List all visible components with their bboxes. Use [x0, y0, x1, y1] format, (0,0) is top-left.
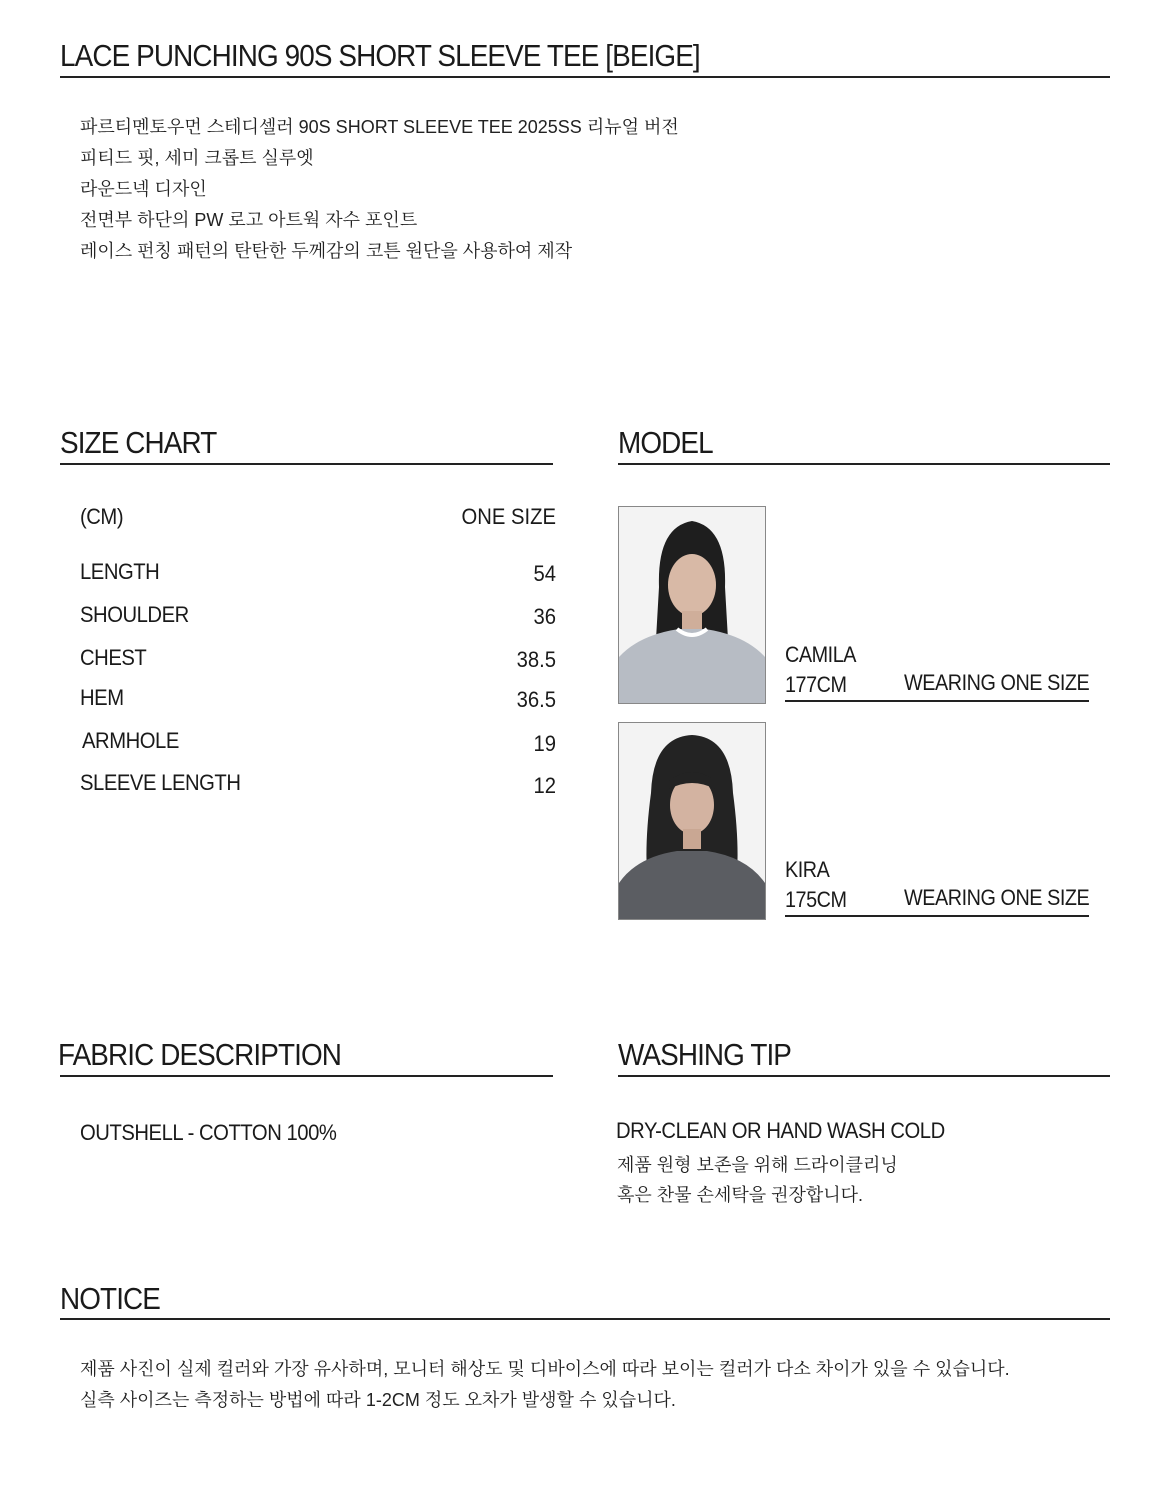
description-line: 피티드 핏, 세미 크롭트 실루엣	[80, 148, 314, 168]
size-row-label: LENGTH	[80, 559, 160, 584]
fabric-title: FABRIC DESCRIPTION	[58, 1037, 341, 1072]
description-line: 라운드넥 디자인	[80, 179, 207, 199]
description-line: 파르티멘토우먼 스테디셀러 90S SHORT SLEEVE TEE 2025SS 리뉴얼 버전	[80, 117, 679, 137]
size-row-value: 12	[533, 773, 556, 798]
size-row-label: SLEEVE LENGTH	[80, 770, 241, 795]
model-photo-kira	[618, 722, 766, 920]
size-row-value: 54	[533, 561, 556, 586]
size-row-label: HEM	[80, 685, 124, 710]
model-divider-line	[785, 700, 1089, 702]
model-wearing: WEARING ONE SIZE	[904, 670, 1090, 695]
model-title: MODEL	[618, 425, 713, 460]
washing-title: WASHING TIP	[618, 1037, 792, 1072]
model-height: 175CM	[785, 887, 847, 912]
product-title: LACE PUNCHING 90S SHORT SLEEVE TEE [BEIGE]	[60, 38, 700, 73]
title-divider	[60, 76, 1110, 78]
size-column-header: ONE SIZE	[461, 504, 556, 529]
washing-line: 제품 원형 보존을 위해 드라이클리닝	[617, 1155, 898, 1175]
notice-divider	[60, 1318, 1110, 1320]
notice-title: NOTICE	[60, 1281, 161, 1316]
size-row-value: 36	[533, 604, 556, 629]
size-row-value: 38.5	[516, 647, 556, 672]
description-line: 레이스 펀칭 패턴의 탄탄한 두께감의 코튼 원단을 사용하여 제작	[80, 241, 573, 261]
size-row-value: 19	[533, 731, 556, 756]
product-description	[80, 112, 679, 267]
fabric-divider	[60, 1075, 553, 1077]
model-name: KIRA	[785, 857, 830, 882]
size-chart-divider	[60, 463, 553, 465]
size-row-label: CHEST	[80, 645, 147, 670]
size-chart-title: SIZE CHART	[60, 425, 217, 460]
size-row-label: SHOULDER	[80, 602, 189, 627]
description-line: 전면부 하단의 PW 로고 아트웍 자수 포인트	[80, 210, 418, 230]
model-name: CAMILA	[785, 642, 857, 667]
size-unit: (CM)	[80, 504, 124, 529]
size-row-label: ARMHOLE	[82, 728, 179, 753]
notice-line: 제품 사진이 실제 컬러와 가장 유사하며, 모니터 해상도 및 디바이스에 따라 보이는 컬러가 다소 차이가 있을 수 있습니다.	[80, 1359, 1010, 1379]
model-divider-line	[785, 915, 1089, 917]
notice-line: 실측 사이즈는 측정하는 방법에 따라 1-2CM 정도 오차가 발생할 수 있습니다.	[80, 1390, 676, 1410]
model-wearing: WEARING ONE SIZE	[904, 885, 1090, 910]
model-divider	[618, 463, 1110, 465]
model-height: 177CM	[785, 672, 847, 697]
fabric-text: OUTSHELL - COTTON 100%	[80, 1120, 337, 1145]
washing-line: 혹은 찬물 손세탁을 권장합니다.	[617, 1185, 864, 1205]
model-photo-camila	[618, 506, 766, 704]
size-row-value: 36.5	[516, 687, 556, 712]
washing-headline: DRY-CLEAN OR HAND WASH COLD	[616, 1118, 945, 1143]
washing-divider	[618, 1075, 1110, 1077]
